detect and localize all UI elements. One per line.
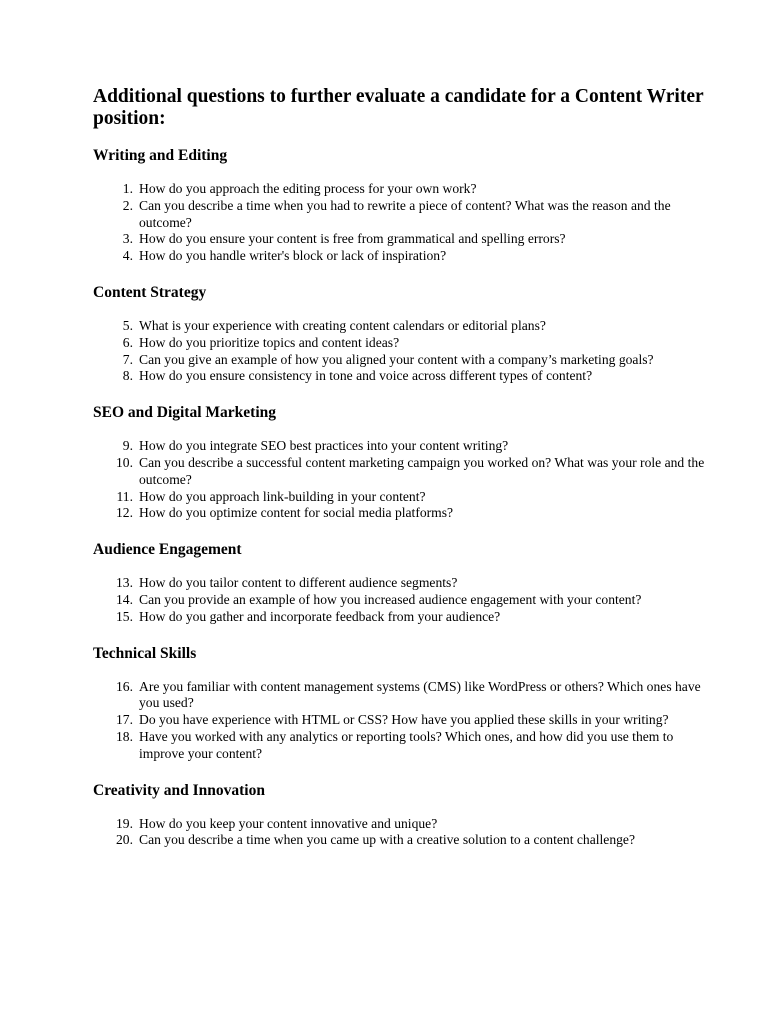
question-item — [93, 679, 708, 713]
question-number: 9. — [122, 438, 133, 454]
question-item — [93, 592, 708, 609]
question-number: 6. — [122, 334, 133, 350]
question-item — [93, 368, 708, 385]
question-number: 18. — [116, 728, 133, 744]
question-item — [93, 181, 708, 198]
question-list — [93, 575, 708, 625]
question-number: 10. — [116, 454, 133, 470]
question-number: 14. — [116, 591, 133, 607]
question-item — [93, 489, 708, 506]
question-text: Have you worked with any analytics or reporting tools? Which ones, and how did you use them to improve your content? — [139, 728, 674, 761]
question-text: How do you approach the editing process for your own work? — [139, 181, 477, 196]
section — [93, 644, 708, 763]
sections-container — [93, 146, 708, 849]
question-item — [93, 609, 708, 626]
question-item — [93, 352, 708, 369]
question-text: How do you prioritize topics and content ideas? — [139, 334, 400, 350]
question-list — [93, 679, 708, 763]
question-number: 17. — [116, 712, 133, 728]
question-list — [93, 816, 708, 850]
question-number: 4. — [122, 248, 133, 264]
question-number: 8. — [122, 368, 133, 384]
section — [93, 540, 708, 625]
question-number: 13. — [116, 575, 133, 591]
question-item — [93, 505, 708, 522]
question-text: How do you integrate SEO best practices into your content writing? — [139, 438, 509, 454]
section — [93, 403, 708, 522]
question-item — [93, 231, 708, 248]
question-text: How do you approach link-building in your content? — [139, 488, 426, 504]
question-item — [93, 712, 708, 729]
question-text: How do you ensure consistency in tone and voice across different types of content? — [139, 368, 593, 384]
section-heading: Creativity and Innovation — [93, 781, 265, 799]
question-text: Can you describe a time when you had to rewrite a piece of content? What was the reason and the outcome? — [139, 197, 671, 230]
question-number: 5. — [122, 317, 133, 333]
question-text: Can you give an example of how you aligned your content with a company’s marketing goals? — [139, 351, 654, 367]
question-text: How do you ensure your content is free from grammatical and spelling errors? — [139, 231, 566, 247]
question-text: Can you describe a time when you came up with a creative solution to a content challenge? — [139, 832, 635, 848]
question-list — [93, 318, 708, 385]
question-number: 1. — [122, 181, 133, 196]
question-item — [93, 318, 708, 335]
question-text: Can you describe a successful content marketing campaign you worked on? What was your role and the outcome? — [139, 454, 705, 487]
section-heading: Technical Skills — [93, 644, 197, 662]
question-number: 15. — [116, 608, 133, 624]
section — [93, 283, 708, 385]
section-heading: Audience Engagement — [93, 541, 242, 559]
question-text: How do you tailor content to different audience segments? — [139, 575, 458, 591]
question-text: How do you optimize content for social media platforms? — [139, 505, 454, 521]
question-item — [93, 832, 708, 849]
question-number: 3. — [122, 231, 133, 247]
question-list — [93, 181, 708, 265]
question-item — [93, 729, 708, 763]
question-text: How do you gather and incorporate feedback from your audience? — [139, 608, 501, 624]
question-text: How do you handle writer's block or lack of inspiration? — [139, 248, 447, 264]
question-item — [93, 575, 708, 592]
question-number: 16. — [116, 678, 133, 694]
question-number: 7. — [122, 351, 133, 367]
section — [93, 781, 708, 850]
document-title: Additional questions to further evaluate a candidate for a Content Writer position: — [93, 86, 704, 129]
question-item — [93, 248, 708, 265]
question-text: What is your experience with creating content calendars or editorial plans? — [139, 317, 546, 333]
question-list — [93, 438, 708, 522]
question-number: 11. — [116, 488, 133, 504]
question-item — [93, 816, 708, 833]
question-text: Do you have experience with HTML or CSS? How have you applied these skills in your writing? — [139, 712, 669, 728]
question-text: Are you familiar with content management systems (CMS) like WordPress or others? Which ones have you used? — [139, 678, 701, 711]
question-item — [93, 438, 708, 455]
question-item — [93, 455, 708, 489]
question-number: 20. — [116, 832, 133, 848]
question-item — [93, 335, 708, 352]
section — [93, 146, 708, 265]
section-heading: Content Strategy — [93, 283, 207, 301]
question-item — [93, 198, 708, 232]
question-number: 2. — [122, 197, 133, 213]
question-number: 12. — [116, 505, 133, 521]
section-heading: Writing and Editing — [93, 147, 228, 164]
question-text: How do you keep your content innovative and unique? — [139, 815, 438, 831]
question-number: 19. — [116, 815, 133, 831]
section-heading: SEO and Digital Marketing — [93, 404, 277, 422]
question-text: Can you provide an example of how you increased audience engagement with your content? — [139, 591, 642, 607]
